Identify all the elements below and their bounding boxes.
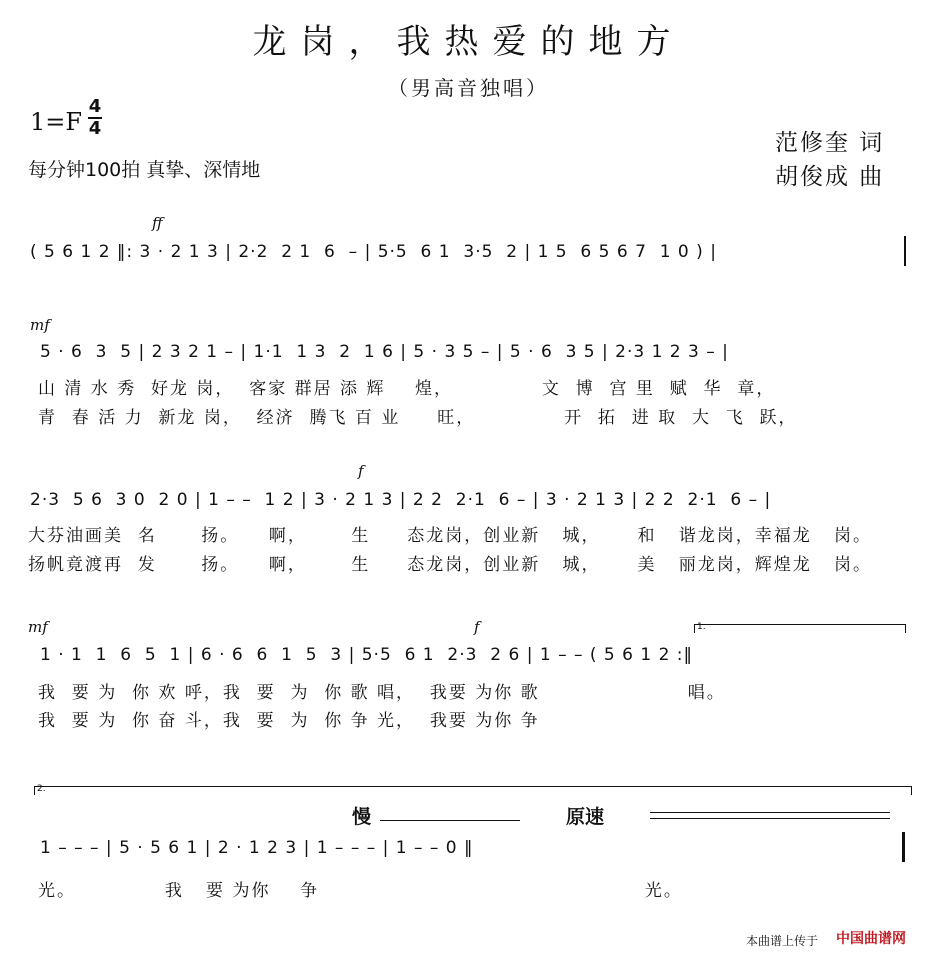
dynamic-ff: ff bbox=[152, 214, 163, 232]
diminuendo-hairpin-top bbox=[650, 812, 890, 813]
time-signature-bottom: 4 bbox=[88, 118, 102, 139]
volta-second-bracket bbox=[34, 786, 912, 795]
site-logo-text: 中国曲谱网 bbox=[836, 931, 906, 947]
lyrics-row-3-verse-1: 大芬油画美 名 扬。 啊， 生 态龙岗，创业新 城， 和 谐龙岗，幸福龙 岗。 bbox=[28, 526, 872, 546]
time-signature bbox=[88, 98, 102, 138]
lyrics-row-4-verse-1: 我 要 为 你 欢 呼，我 要 为 你 歌 唱， 我要 为你 歌 唱。 bbox=[38, 683, 726, 703]
tempo-marking: 每分钟100拍 真挚、深情地 bbox=[28, 159, 261, 181]
notation-row-5: 1 – – – | 5 · 5 6 1 | 2 · 1 2 3 | 1 – – – | 1 – – 0 ‖ bbox=[40, 838, 474, 858]
tempo-original-mark: 原速 bbox=[566, 806, 605, 828]
notation-row-4: 1 · 1 1 6 5 1 | 6 · 6 6 1 5 3 | 5·5 6 1 2·3 2 6 | 1 – – ( 5 6 1 2 :‖ bbox=[40, 645, 694, 665]
tempo-slow-mark: 慢 bbox=[352, 806, 372, 828]
lyrics-row-2-verse-1: 山 清 水 秀 好龙 岗， 客家 群居 添 辉 煌， 文 博 宫 里 赋 华 章， bbox=[38, 379, 776, 399]
notation-row-1: ( 5 6 1 2 ‖: 3 · 2 1 3 | 2·2 2 1 6 – | 5·5 6 1 3·5 2 | 1 5 6 5 6 7 1 0 ) | bbox=[30, 242, 717, 262]
key-signature: 1=F bbox=[30, 108, 83, 136]
lyrics-row-4-verse-2: 我 要 为 你 奋 斗，我 要 为 你 争 光， 我要 为你 争 bbox=[38, 711, 540, 731]
lyrics-row-3-verse-2: 扬帆竟渡再 发 扬。 啊， 生 态龙岗，创业新 城， 美 丽龙岗，辉煌龙 岗。 bbox=[28, 555, 872, 575]
notation-row-3: 2·3 5 6 3 0 2 0 | 1 – – 1 2 | 3 · 2 1 3 | 2 2 2·1 6 – | 3 · 2 1 3 | 2 2 2·1 6 – | bbox=[30, 490, 772, 510]
dynamic-f-2: f bbox=[474, 618, 480, 636]
diminuendo-hairpin-bottom bbox=[650, 818, 890, 819]
final-barline bbox=[902, 832, 905, 862]
site-logo[interactable] bbox=[836, 928, 906, 948]
volta-first-bracket bbox=[694, 624, 906, 633]
dynamic-mf-2: mf bbox=[28, 618, 48, 636]
lyrics-row-2-verse-2: 青 春 活 力 新龙 岗， 经济 腾飞 百 业 旺， 开 拓 进 取 大 飞 跃， bbox=[38, 408, 798, 428]
dynamic-mf: mf bbox=[30, 316, 50, 334]
barline-end-row-1 bbox=[904, 236, 906, 266]
upload-note: 本曲谱上传于 bbox=[746, 934, 819, 948]
song-subtitle: （男高音独唱） bbox=[388, 76, 549, 100]
lyricist-credit: 范修奎 词 bbox=[775, 130, 885, 156]
song-title: 龙岗，我热爱的地方 bbox=[252, 22, 685, 62]
volta-first-label: 1. bbox=[697, 622, 706, 632]
lyrics-row-5: 光。 我 要 为你 争 光。 bbox=[38, 881, 683, 901]
volta-second-label: 2. bbox=[37, 784, 46, 794]
time-signature-top: 4 bbox=[88, 96, 102, 117]
dynamic-f: f bbox=[358, 462, 364, 480]
notation-row-2: 5 · 6 3 5 | 2 3 2 1 – | 1·1 1 3 2 1 6 | 5 · 3 5 – | 5 · 6 3 5 | 2·3 1 2 3 – | bbox=[40, 342, 729, 362]
composer-credit: 胡俊成 曲 bbox=[775, 164, 885, 190]
tempo-slow-line bbox=[380, 820, 520, 821]
